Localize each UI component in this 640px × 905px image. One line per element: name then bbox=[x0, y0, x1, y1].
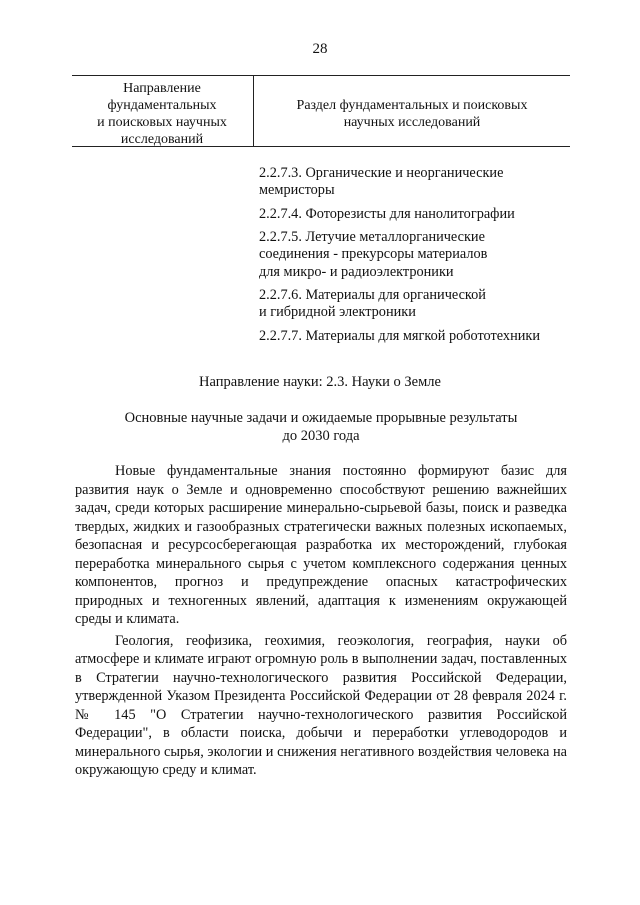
table-top-rule bbox=[72, 75, 570, 76]
table-header-section-text: Раздел фундаментальных и поисковых научных исследований bbox=[296, 98, 528, 130]
table-header-direction-text: Направление фундаментальных и поисковых научных исследований bbox=[97, 81, 227, 147]
list-item: 2.2.7.6. Материалы для органической и гибридной электроники bbox=[259, 287, 486, 321]
tasks-heading: Основные научные задачи и ожидаемые прорывные результаты до 2030 года bbox=[124, 410, 518, 444]
paragraph: Геология, геофизика, геохимия, геоэкология, география, науки об атмосфере и климате играют огромную роль в выполнении задач, поставленных в Стратегии научно-технологического развития Российской Федерации, утвержденной Указом Президента Российской Федерации от 28 февраля 2024 г. № 145 "О Стратегии научно-технологического развития Российской Федерации", в области поиска, добычи и переработки углеводородов и минерального сырья, экологии и снижения негативного воздействия человека на окружающую среду и климат. bbox=[75, 632, 567, 778]
list-item: 2.2.7.7. Материалы для мягкой робототехники bbox=[259, 327, 540, 344]
section-list bbox=[259, 165, 569, 351]
list-item: 2.2.7.3. Органические и неорганические мемристоры bbox=[259, 165, 504, 199]
science-direction-heading: Направление науки: 2.3. Науки о Земле bbox=[199, 374, 441, 390]
paragraph: Новые фундаментальные знания постоянно формируют базис для развития наук о Земле и одновременно способствуют решению важнейших задач, среди которых расширение минерально-сырьевой базы, поиск и разведка твердых, жидких и газообразных стратегически важных полезных ископаемых, безопасная и ресурсосберегающая разработка их месторождений, глубокая переработка минерального сырья с учетом комплексного содержания ценных компонентов, прогноз и предупреждение опасных катастрофических природных и техногенных явлений, адаптация к изменениям окружающей среды и климата. bbox=[75, 463, 567, 627]
body-text bbox=[75, 462, 567, 783]
table-header-section bbox=[254, 97, 570, 131]
list-item: 2.2.7.4. Фоторезисты для нанолитографии bbox=[259, 205, 515, 222]
table-header-direction bbox=[72, 80, 252, 148]
page-number: 28 bbox=[312, 41, 328, 57]
list-item: 2.2.7.5. Летучие металлорганические соединения - прекурсоры материалов для микро- и радиоэлектроники bbox=[259, 229, 488, 280]
